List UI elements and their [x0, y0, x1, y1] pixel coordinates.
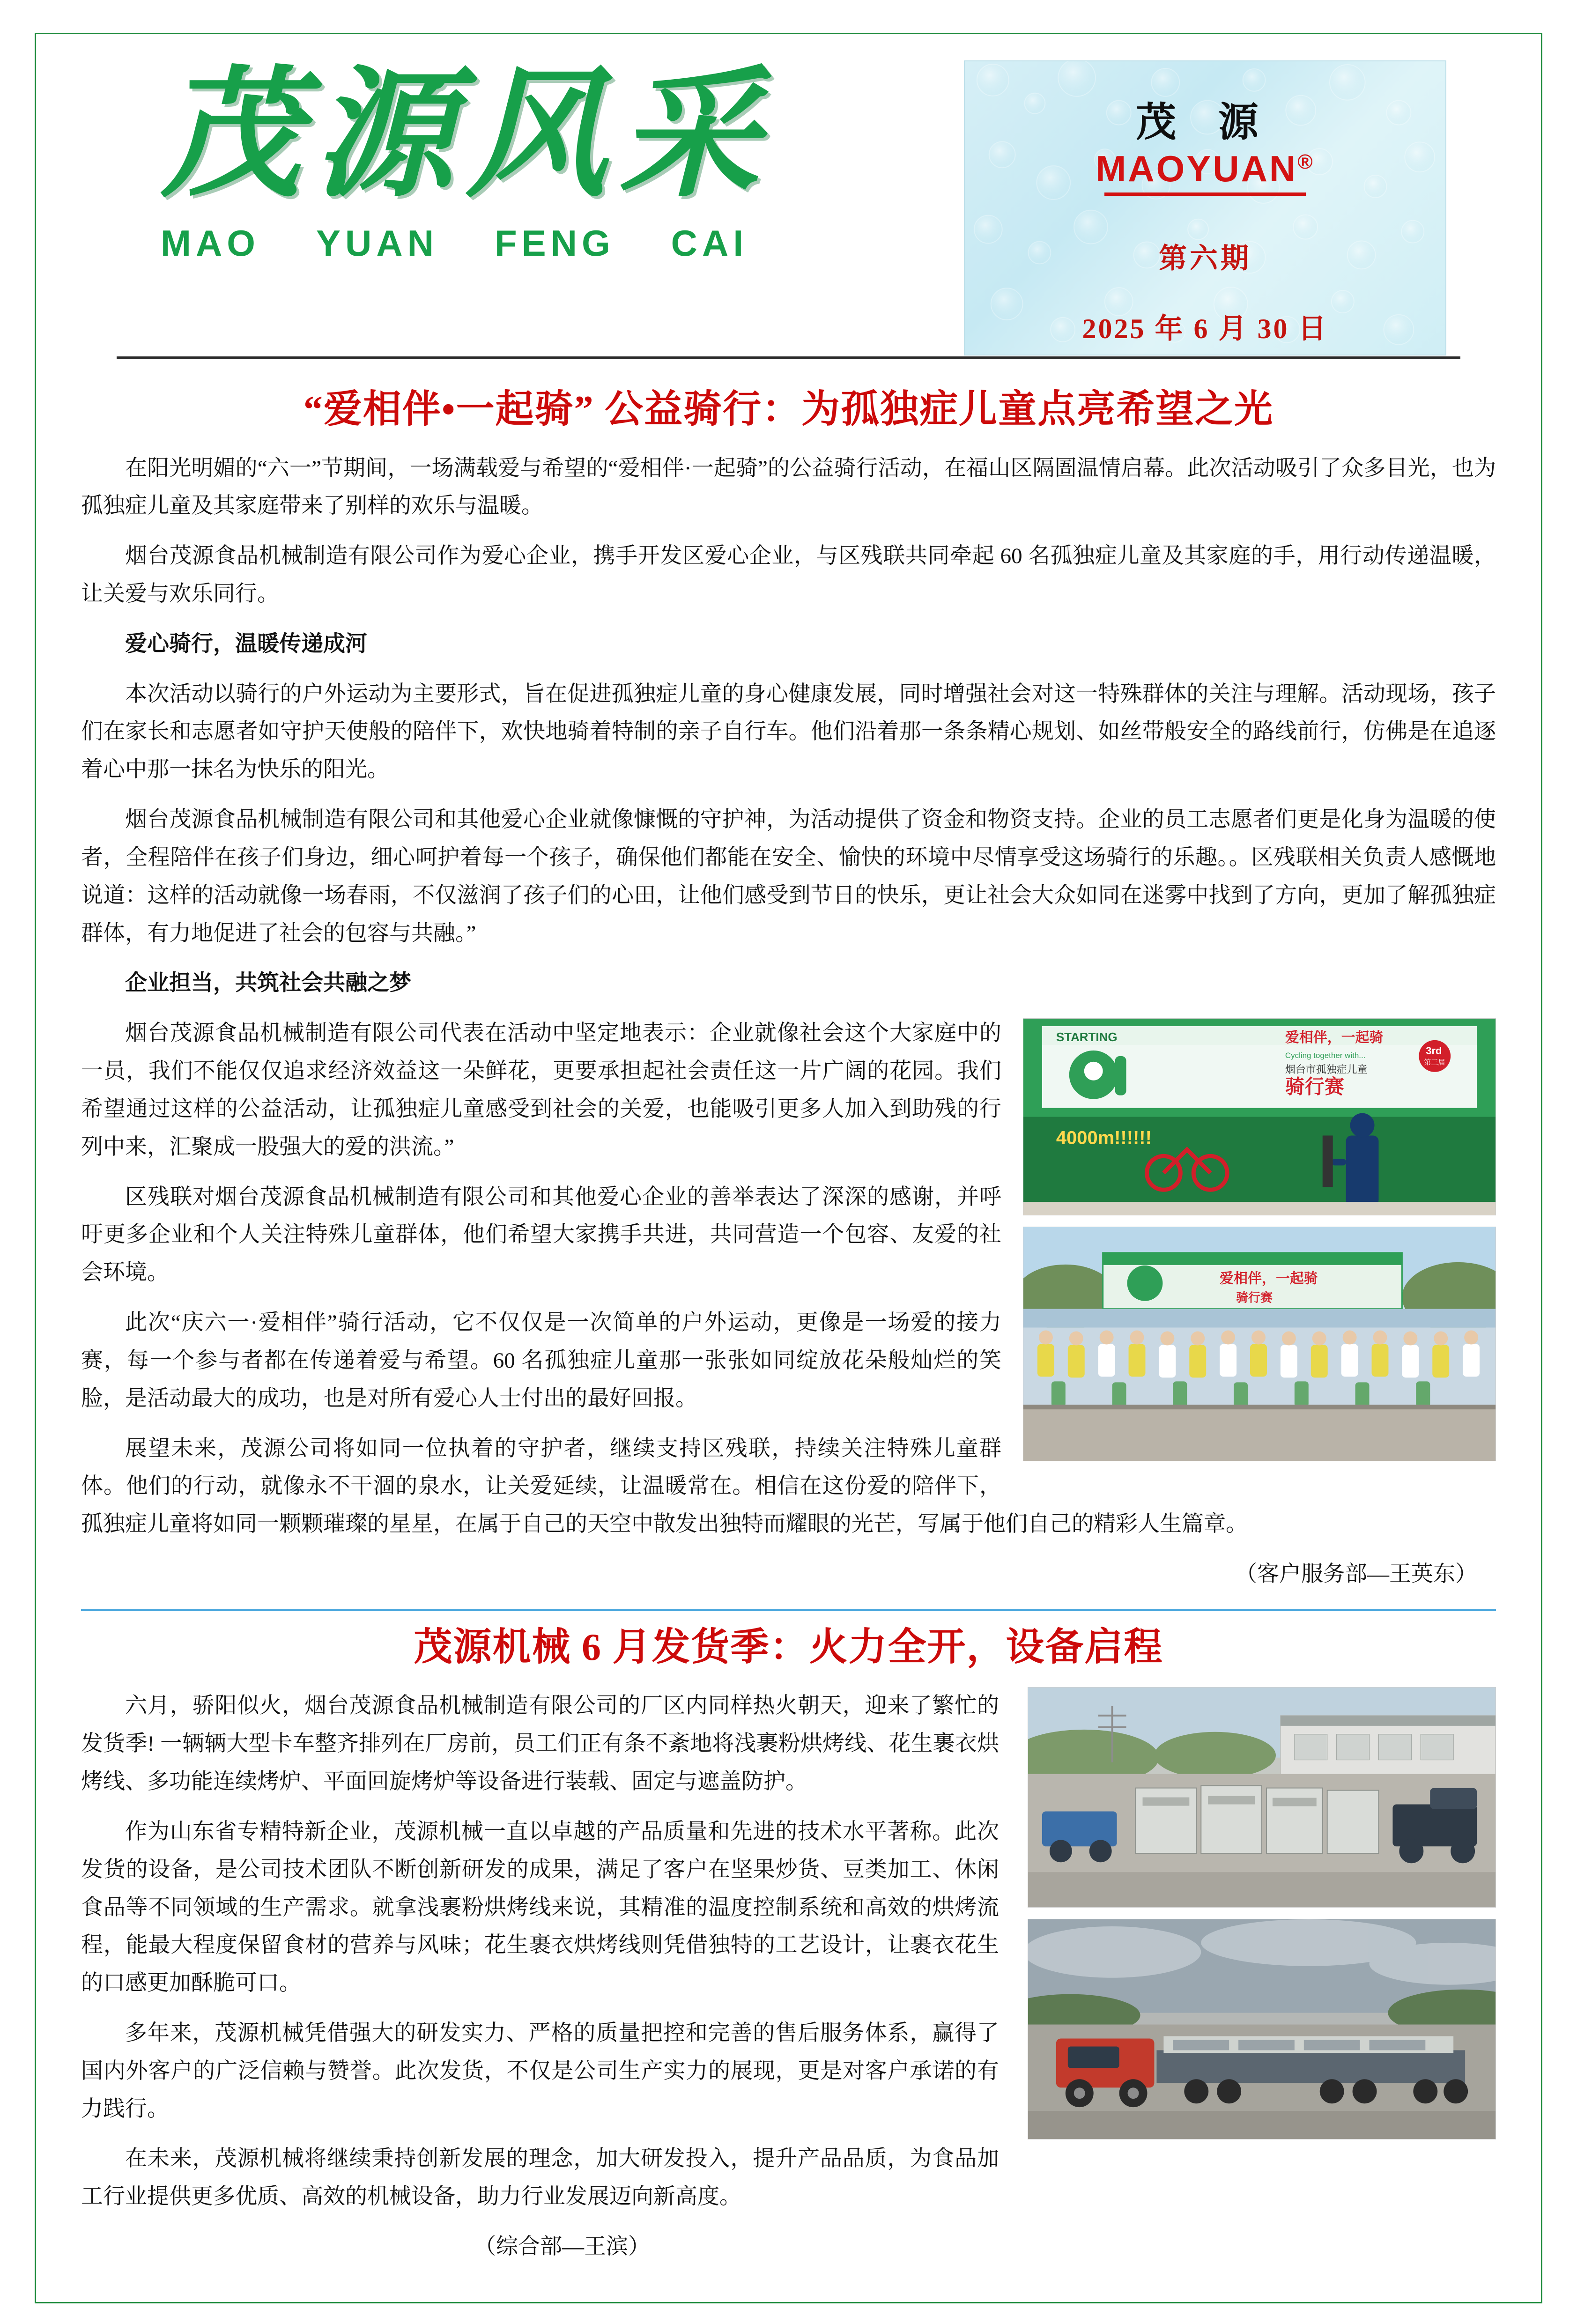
title-en-word-2: YUAN — [316, 222, 438, 264]
article2-paragraph: 在未来，茂源机械将继续秉持创新发展的理念，加大研发投入，提升产品品质，为食品加工行业提供更多优质、高效的机械设备，助力行业发展迈向新高度。 — [81, 2146, 999, 2209]
title-en-word-1: MAO — [161, 222, 260, 264]
company-brand-en — [965, 150, 1445, 187]
photo-loaded-trucks — [1028, 1919, 1496, 2139]
svg-text:3rd: 3rd — [1426, 1045, 1442, 1057]
svg-text:第三届: 第三届 — [1424, 1058, 1445, 1067]
article2-signature: （综合部—王滨） — [474, 2235, 650, 2259]
svg-text:骑行赛: 骑行赛 — [1285, 1075, 1344, 1098]
svg-text:爱相伴，一起骑: 爱相伴，一起骑 — [1220, 1271, 1318, 1287]
page-border — [35, 33, 1542, 2303]
article-cycling-charity — [81, 385, 1496, 1593]
svg-text:Cycling together with...: Cycling together with... — [1285, 1051, 1366, 1060]
issue-info-box — [964, 60, 1446, 355]
article1-paragraph: 此次“庆六一·爱相伴”骑行活动，它不仅仅是一次简单的户外运动，更像是一场爱的接力赛，每一个参与者都在传递着爱与希望。60 名孤独症儿童那一张张如同绽放花朵般灿烂的笑脸，是活动最大的成功，也是对所有爱心人士付出的最好回报。 — [81, 1310, 1001, 1411]
article1-subheading-2: 企业担当，共筑社会共融之梦 — [125, 971, 411, 996]
article1-paragraph: 烟台茂源食品机械制造有限公司作为爱心企业，携手开发区爱心企业，与区残联共同牵起 60 名孤独症儿童及其家庭的手，用行动传递温暖，让关爱与欢乐同行。 — [81, 544, 1496, 606]
article1-paragraph: 本次活动以骑行的户外运动为主要形式，旨在促进孤独症儿童的身心健康发展，同时增强社会对这一特殊群体的关注与理解。活动现场，孩子们在家长和志愿者如守护天使般的陪伴下，欢快地骑着特制的亲子自行车。他们沿着那一条条精心规划、如丝带般安全的路线前行，仿佛是在追逐着心中那一抹名为快乐的阳光。 — [81, 681, 1496, 782]
publication-logo — [161, 58, 1004, 265]
article2-paragraph: 多年来，茂源机械凭借强大的研发实力、严格的质量把控和完善的售后服务体系，赢得了国内外客户的广泛信赖与赞誉。此次发货，不仅是公司生产实力的展现，更是对客户承诺的有力践行。 — [81, 2021, 999, 2121]
article1-title: “爱相伴•一起骑” 公益骑行：为孤独症儿童点亮希望之光 — [303, 388, 1274, 430]
article1-photo-group — [1023, 1018, 1496, 1461]
masthead — [81, 34, 1496, 376]
article1-paragraph: 烟台茂源食品机械制造有限公司代表在活动中坚定地表示：企业就像社会这个大家庭中的一员，我们不能仅仅追求经济效益这一朵鲜花，更要承担起社会责任这一片广阔的花园。我们希望通过这样的公益活动，让孤独症儿童感受到社会的关爱，也能吸引更多人加入到助残的行列中来，汇聚成一股强大的爱的洪流。” — [81, 1021, 1001, 1159]
article1-paragraph: 展望未来，茂源公司将如同一位执着的守护者，继续支持区残联，持续关注特殊儿童群体。他们的行动，就像永不干涸的泉水，让关爱延续，让温暖常在。相信在这份爱的陪伴下，孤独症儿童将如同一颗颗璀璨的星星，在属于自己的天空中散发出独特而耀眼的光芒，写属于他们自己的精彩人生篇章。 — [81, 1436, 1248, 1537]
article2-paragraph: 作为山东省专精特新企业，茂源机械一直以卓越的产品质量和先进的技术水平著称。此次发货的设备，是公司技术团队不断创新研发的成果，满足了客户在坚果炒货、豆类加工、休闲食品等不同领域的生产需求。就拿浅裹粉烘烤线来说，其精准的温度控制系统和高效的烘烤流程，能最大程度保留食材的营养与风味；花生裹衣烘烤线则凭借独特的工艺设计，让裹衣花生的口感更加酥脆可口。 — [81, 1819, 999, 1996]
svg-text:骑行赛: 骑行赛 — [1236, 1292, 1273, 1305]
masthead-divider — [117, 356, 1460, 359]
article1-body — [81, 450, 1496, 1593]
photo-factory-yard-equipment — [1028, 1687, 1496, 1908]
svg-text:烟台市孤独症儿童: 烟台市孤独症儿童 — [1285, 1064, 1368, 1076]
article2-body — [81, 1687, 999, 2266]
title-en-word-4: CAI — [671, 222, 748, 264]
issue-number: 第六期 — [1159, 243, 1251, 274]
publication-title-cn: 茂源风采 — [161, 58, 771, 214]
article1-paragraph: 区残联对烟台茂源食品机械制造有限公司和其他爱心企业的善举表达了深深的感谢，并呼吁更多企业和个人关注特殊儿童群体，他们希望大家携手共进，共同营造一个包容、友爱的社会环境。 — [81, 1184, 1001, 1285]
registered-trademark-icon: ® — [1297, 150, 1315, 173]
article1-subheading-1: 爱心骑行，温暖传递成河 — [125, 631, 367, 656]
article2-title: 茂源机械 6 月发货季：火力全开，设备启程 — [414, 1625, 1163, 1668]
article2-photo-group — [1028, 1687, 1496, 2139]
article-june-shipment — [81, 1623, 1496, 2266]
article1-paragraph: 烟台茂源食品机械制造有限公司和其他爱心企业就像慷慨的守护神，为活动提供了资金和物资支持。企业的员工志愿者们更是化身为温暖的使者，全程陪伴在孩子们身边，细心呵护着每一个孩子，确保他们都能在安全、愉快的环境中尽情享受这场骑行的乐趣。。区残联相关负责人感慨地说道：这样的活动就像一场春雨，不仅滋润了孩子们的心田，让他们感受到节日的快乐，更让社会大众如同在迷雾中找到了方向，更加了解孤独症群体，有力地促进了社会的包容与共融。” — [81, 807, 1496, 946]
photo-cycling-event-banner — [1023, 1018, 1496, 1215]
title-en-word-3: FENG — [495, 222, 615, 264]
article1-signature: （客户服务部—王英东） — [1235, 1562, 1477, 1587]
svg-text:爱相伴，一起骑: 爱相伴，一起骑 — [1285, 1030, 1384, 1046]
section-divider — [81, 1609, 1496, 1611]
issue-date: 2025 年 6 月 30 日 — [1082, 313, 1328, 344]
svg-text:STARTING: STARTING — [1056, 1031, 1118, 1044]
svg-text:4000m!!!!!!: 4000m!!!!!! — [1056, 1127, 1152, 1148]
brand-underline — [1104, 192, 1306, 196]
brand-en-text: MAOYUAN — [1096, 148, 1298, 189]
article1-paragraph: 在阳光明媚的“六一”节期间，一场满载爱与希望的“爱相伴·一起骑”的公益骑行活动，在福山区隔圄温情启幕。此次活动吸引了众多目光，也为孤独症儿童及其家庭带来了别样的欢乐与温暖。 — [81, 456, 1496, 518]
publication-title-en — [161, 222, 1004, 265]
photo-group-participants — [1023, 1227, 1496, 1461]
article2-paragraph: 六月，骄阳似火，烟台茂源食品机械制造有限公司的厂区内同样热火朝天，迎来了繁忙的发货季! 一辆辆大型卡车整齐排列在厂房前，员工们正有条不紊地将浅裹粉烘烤线、花生裹衣烘烤线、多功能连续烤炉、平面回旋烤炉等设备进行装载、固定与遮盖防护。 — [81, 1694, 999, 1794]
company-brand-cn: 茂 源 — [1136, 100, 1274, 145]
